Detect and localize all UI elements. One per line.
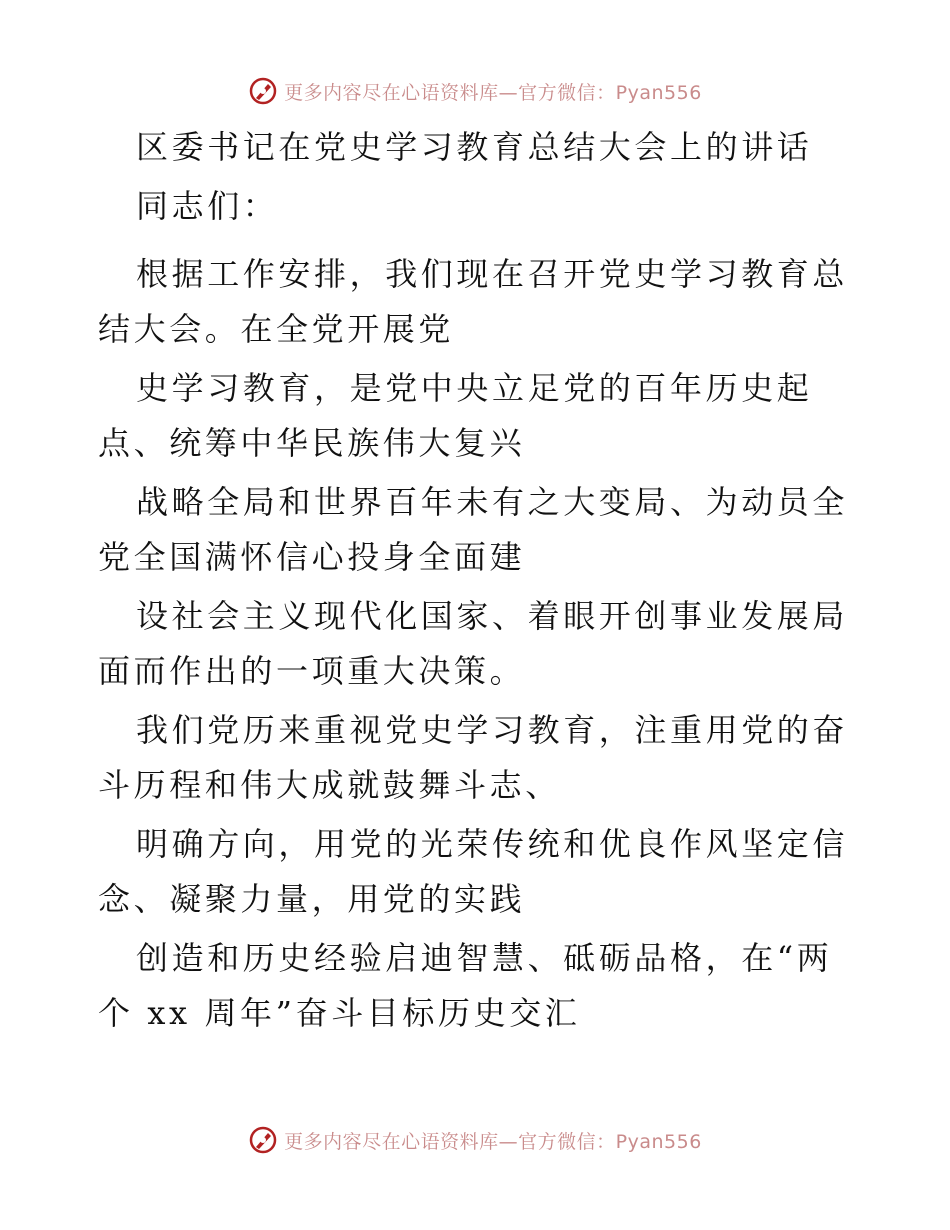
- salutation: 同志们：: [136, 187, 279, 225]
- watermark-text: 更多内容尽在心语资料库—官方微信：Pyan556: [284, 81, 702, 104]
- document-body: [98, 120, 858, 1041]
- paragraph: 明确方向，用党的光荣传统和优良作风坚定信念、凝聚力量，用党的实践: [98, 825, 849, 918]
- paragraph: 战略全局和世界百年未有之大变局、为动员全党全国满怀信心投身全面建: [98, 483, 849, 576]
- paragraph: 创造和历史经验启迪智慧、砥砺品格，在“两个 xx 周年”奋斗目标历史交汇: [98, 939, 833, 1032]
- header-watermark: [0, 71, 950, 111]
- paragraph: 我们党历来重视党史学习教育，注重用党的奋斗历程和伟大成就鼓舞斗志、: [98, 711, 849, 804]
- paragraph: 史学习教育，是党中央立足党的百年历史起点、统筹中华民族伟大复兴: [98, 369, 813, 462]
- paragraph: 根据工作安排，我们现在召开党史学习教育总结大会。在全党开展党: [98, 255, 849, 348]
- document-title: 区委书记在党史学习教育总结大会上的讲话: [136, 128, 813, 166]
- watermark-text: 更多内容尽在心语资料库—官方微信：Pyan556: [284, 1130, 702, 1153]
- footer-watermark: [0, 1120, 950, 1160]
- pen-logo-icon: [248, 1125, 278, 1155]
- paragraph: 设社会主义现代化国家、着眼开创事业发展局面而作出的一项重大决策。: [98, 597, 849, 690]
- pen-logo-icon: [248, 76, 278, 106]
